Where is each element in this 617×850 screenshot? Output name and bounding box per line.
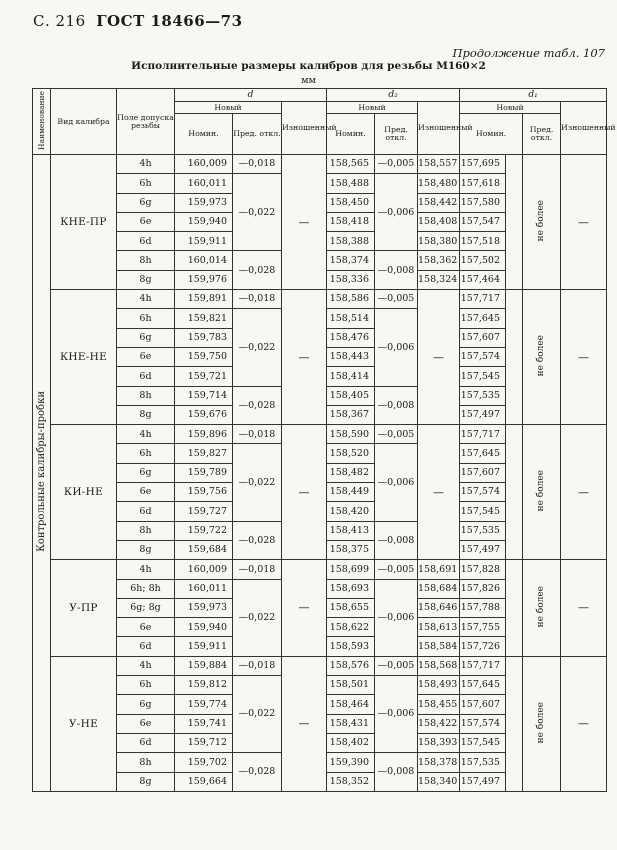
d-nominal: 159,721 [175, 367, 233, 386]
d-nominal: 159,774 [175, 695, 233, 714]
tolerance-field: 6e [117, 347, 175, 366]
table-row [33, 290, 607, 309]
d1-worn: — [561, 290, 607, 425]
d2-limit-deviation: —0,005 [375, 290, 418, 309]
table-row [33, 155, 607, 174]
d2-limit-deviation: —0,008 [375, 251, 418, 290]
d1-nominal: 157,607 [460, 463, 506, 482]
d1-nominal: 157,826 [460, 579, 506, 598]
d2-limit-deviation: —0,006 [375, 676, 418, 753]
tolerance-field: 6h; 8h [117, 579, 175, 598]
tolerance-field: 6h [117, 309, 175, 328]
d2-nominal: 158,565 [327, 155, 375, 174]
d2-nominal: 158,593 [327, 637, 375, 656]
tolerance-field: 6d [117, 502, 175, 521]
d-nominal: 159,821 [175, 309, 233, 328]
standard-number: ГОСТ 18466—73 [96, 12, 243, 30]
d-limit-deviation: —0,022 [233, 676, 282, 753]
d1-nominal: 157,717 [460, 290, 506, 309]
tolerance-field: 6e [117, 714, 175, 733]
d1-nominal: 157,574 [460, 347, 506, 366]
d-limit-deviation: —0,018 [233, 155, 282, 174]
d2-worn: 158,393 [418, 733, 460, 752]
d2-nominal: 158,586 [327, 290, 375, 309]
d2-nominal: 158,418 [327, 212, 375, 231]
d1-nominal: 157,726 [460, 637, 506, 656]
tolerance-field: 4h [117, 425, 175, 444]
d2-nominal: 158,414 [327, 367, 375, 386]
tolerance-field: 6d [117, 733, 175, 752]
tolerance-field: 8g [117, 405, 175, 424]
tolerance-field: 8h [117, 753, 175, 772]
tolerance-field: 8g [117, 772, 175, 791]
d2-worn: 158,378 [418, 753, 460, 772]
d1-nominal: 157,717 [460, 425, 506, 444]
d1-nominal: 157,547 [460, 212, 506, 231]
d-nominal: 160,011 [175, 174, 233, 193]
d-nominal: 159,973 [175, 598, 233, 617]
tolerance-field: 6d [117, 367, 175, 386]
d2-worn: 158,684 [418, 579, 460, 598]
d-nominal: 159,891 [175, 290, 233, 309]
d2-limit-deviation: —0,005 [375, 560, 418, 579]
d-limit-deviation: —0,022 [233, 309, 282, 386]
d2-worn: 158,340 [418, 772, 460, 791]
d-nominal: 159,756 [175, 483, 233, 502]
d1-nominal: 157,788 [460, 598, 506, 617]
tolerance-field: 6e [117, 618, 175, 637]
continuation-note: Продолжение табл. 107 [452, 46, 605, 60]
d2-nominal: 158,655 [327, 598, 375, 617]
d1-nominal: 157,535 [460, 521, 506, 540]
gauge-type: У-НЕ [51, 656, 117, 791]
d1-nominal: 157,535 [460, 753, 506, 772]
d1-nominal: 157,464 [460, 270, 506, 289]
d-nominal: 159,940 [175, 212, 233, 231]
category-label: Контрольные калибры-пробки [33, 155, 51, 792]
tolerance-field: 8h [117, 386, 175, 405]
d2-nominal: 158,576 [327, 656, 375, 675]
d-worn: — [282, 425, 327, 560]
table-row [33, 560, 607, 579]
d2-worn: 158,380 [418, 232, 460, 251]
tolerance-field: 6d [117, 637, 175, 656]
d-nominal: 159,664 [175, 772, 233, 791]
header-d1-nominal: Номин. [460, 114, 523, 155]
d1-blank [506, 290, 523, 425]
tolerance-field: 6g [117, 463, 175, 482]
d-limit-deviation: —0,022 [233, 174, 282, 251]
d1-blank [506, 560, 523, 656]
table-row [33, 425, 607, 444]
d1-nominal: 157,502 [460, 251, 506, 270]
d2-nominal: 158,352 [327, 772, 375, 791]
d2-nominal: 158,449 [327, 483, 375, 502]
d1-nominal: 157,645 [460, 444, 506, 463]
d-limit-deviation: —0,028 [233, 251, 282, 290]
d2-nominal: 158,420 [327, 502, 375, 521]
d-nominal: 159,884 [175, 656, 233, 675]
tolerance-field: 6g [117, 193, 175, 212]
d1-nominal: 157,497 [460, 540, 506, 559]
header-d2-worn: Изношенный [418, 102, 460, 155]
d2-nominal: 158,443 [327, 347, 375, 366]
d2-nominal: 158,488 [327, 174, 375, 193]
d2-nominal: 158,501 [327, 676, 375, 695]
d1-nominal: 157,574 [460, 483, 506, 502]
d-nominal: 159,896 [175, 425, 233, 444]
tolerance-field: 6g [117, 695, 175, 714]
d2-nominal: 158,450 [327, 193, 375, 212]
d2-worn: — [418, 290, 460, 425]
d2-worn: 158,324 [418, 270, 460, 289]
d2-nominal: 158,336 [327, 270, 375, 289]
d2-worn: 158,455 [418, 695, 460, 714]
tolerance-field: 6g [117, 328, 175, 347]
d2-nominal: 158,693 [327, 579, 375, 598]
d2-nominal: 158,402 [327, 733, 375, 752]
gauge-type: КНЕ-НЕ [51, 290, 117, 425]
d1-nominal: 157,755 [460, 618, 506, 637]
d1-limit-deviation: не более [523, 425, 561, 560]
tolerance-field: 6d [117, 232, 175, 251]
header-d-new: Новый [175, 102, 282, 114]
d1-limit-deviation: не более [523, 560, 561, 656]
d1-nominal: 157,717 [460, 656, 506, 675]
tolerance-field: 6h [117, 676, 175, 695]
d1-limit-deviation: не более [523, 155, 561, 290]
d2-worn: 158,480 [418, 174, 460, 193]
header-d2-nominal: Номин. [327, 114, 375, 155]
d1-nominal: 157,580 [460, 193, 506, 212]
d1-nominal: 157,645 [460, 309, 506, 328]
header-d1: d₁ [460, 89, 607, 102]
d-limit-deviation: —0,028 [233, 753, 282, 792]
d-nominal: 159,676 [175, 405, 233, 424]
header-d: d [175, 89, 327, 102]
d2-limit-deviation: —0,008 [375, 753, 418, 792]
d1-blank [506, 656, 523, 791]
d2-nominal: 158,514 [327, 309, 375, 328]
d2-worn: 158,408 [418, 212, 460, 231]
header-d1-limit: Пред. откл. [523, 114, 561, 155]
d2-nominal: 159,390 [327, 753, 375, 772]
d1-worn: — [561, 425, 607, 560]
tolerance-field: 6h [117, 444, 175, 463]
d-nominal: 159,911 [175, 637, 233, 656]
d1-limit-deviation: не более [523, 656, 561, 791]
d2-nominal: 158,482 [327, 463, 375, 482]
d2-worn: 158,646 [418, 598, 460, 617]
d-nominal: 159,911 [175, 232, 233, 251]
header-d-worn: Изношенный [282, 102, 327, 155]
d1-nominal: 157,497 [460, 405, 506, 424]
d1-nominal: 157,545 [460, 733, 506, 752]
gauge-type: У-ПР [51, 560, 117, 656]
d1-nominal: 157,497 [460, 772, 506, 791]
table-title: Исполнительные размеры калибров для резьбы М160×2 [131, 60, 486, 72]
d1-blank [506, 425, 523, 560]
d2-nominal: 158,431 [327, 714, 375, 733]
d2-nominal: 158,520 [327, 444, 375, 463]
d-limit-deviation: —0,028 [233, 386, 282, 425]
page-header [33, 12, 243, 30]
d-limit-deviation: —0,018 [233, 290, 282, 309]
d2-worn: 158,362 [418, 251, 460, 270]
tolerance-field: 6e [117, 212, 175, 231]
d-nominal: 159,750 [175, 347, 233, 366]
tolerance-field: 8h [117, 251, 175, 270]
d2-limit-deviation: —0,005 [375, 656, 418, 675]
d2-worn: 158,613 [418, 618, 460, 637]
d2-worn: 158,557 [418, 155, 460, 174]
d1-nominal: 157,574 [460, 714, 506, 733]
d2-nominal: 158,405 [327, 386, 375, 405]
tolerance-field: 8g [117, 540, 175, 559]
d-nominal: 160,014 [175, 251, 233, 270]
gauge-type: КИ-НЕ [51, 425, 117, 560]
d2-worn: 158,584 [418, 637, 460, 656]
d1-limit-deviation: не более [523, 290, 561, 425]
d-nominal: 159,827 [175, 444, 233, 463]
d2-limit-deviation: —0,008 [375, 521, 418, 560]
header-name: Наименование [33, 89, 51, 155]
gauge-type: КНЕ-ПР [51, 155, 117, 290]
d1-nominal: 157,645 [460, 676, 506, 695]
d-limit-deviation: —0,018 [233, 425, 282, 444]
header-d1-worn: Изношенный [561, 102, 607, 155]
d2-nominal: 158,699 [327, 560, 375, 579]
d-nominal: 159,702 [175, 753, 233, 772]
d-worn: — [282, 560, 327, 656]
d1-nominal: 157,545 [460, 502, 506, 521]
tolerance-field: 4h [117, 155, 175, 174]
d-nominal: 159,783 [175, 328, 233, 347]
tolerance-field: 4h [117, 290, 175, 309]
d2-limit-deviation: —0,006 [375, 309, 418, 386]
d1-nominal: 157,828 [460, 560, 506, 579]
d2-limit-deviation: —0,006 [375, 444, 418, 521]
d-limit-deviation: —0,022 [233, 444, 282, 521]
d2-limit-deviation: —0,008 [375, 386, 418, 425]
table-body [33, 155, 607, 792]
header-d2-limit: Пред. откл. [375, 114, 418, 155]
header-d2: d₂ [327, 89, 460, 102]
tolerance-field: 4h [117, 656, 175, 675]
d2-worn: 158,691 [418, 560, 460, 579]
d1-worn: — [561, 656, 607, 791]
gauge-dimensions-table [32, 88, 616, 792]
d2-limit-deviation: —0,006 [375, 579, 418, 656]
d1-nominal: 157,607 [460, 328, 506, 347]
d2-worn: 158,422 [418, 714, 460, 733]
d-nominal: 159,973 [175, 193, 233, 212]
tolerance-field: 6h [117, 174, 175, 193]
d-nominal: 159,741 [175, 714, 233, 733]
d-worn: — [282, 656, 327, 791]
d1-nominal: 157,535 [460, 386, 506, 405]
d-limit-deviation: —0,022 [233, 579, 282, 656]
d-nominal: 159,812 [175, 676, 233, 695]
header-d1-new: Новый [460, 102, 561, 114]
d-limit-deviation: —0,028 [233, 521, 282, 560]
d2-nominal: 158,413 [327, 521, 375, 540]
d-nominal: 160,009 [175, 155, 233, 174]
d1-worn: — [561, 155, 607, 290]
d-nominal: 159,712 [175, 733, 233, 752]
tolerance-field: 8h [117, 521, 175, 540]
d2-nominal: 158,388 [327, 232, 375, 251]
d1-nominal: 157,695 [460, 155, 506, 174]
d-limit-deviation: —0,018 [233, 560, 282, 579]
d1-nominal: 157,607 [460, 695, 506, 714]
d2-worn: 158,493 [418, 676, 460, 695]
d-nominal: 159,684 [175, 540, 233, 559]
d-nominal: 159,714 [175, 386, 233, 405]
d1-worn: — [561, 560, 607, 656]
d-worn: — [282, 155, 327, 290]
d-nominal: 160,011 [175, 579, 233, 598]
d2-nominal: 158,590 [327, 425, 375, 444]
d1-nominal: 157,618 [460, 174, 506, 193]
d2-limit-deviation: —0,006 [375, 174, 418, 251]
d-nominal: 159,789 [175, 463, 233, 482]
d2-worn: 158,568 [418, 656, 460, 675]
d1-nominal: 157,545 [460, 367, 506, 386]
d-nominal: 159,976 [175, 270, 233, 289]
d1-nominal: 157,518 [460, 232, 506, 251]
d2-worn: 158,442 [418, 193, 460, 212]
tolerance-field: 4h [117, 560, 175, 579]
d2-limit-deviation: —0,005 [375, 425, 418, 444]
d-nominal: 159,722 [175, 521, 233, 540]
table-row [33, 656, 607, 675]
d2-limit-deviation: —0,005 [375, 155, 418, 174]
tolerance-field: 6g; 8g [117, 598, 175, 617]
header-d2-new: Новый [327, 102, 418, 114]
d2-nominal: 158,375 [327, 540, 375, 559]
d-limit-deviation: —0,018 [233, 656, 282, 675]
header-d-limit: Пред. откл. [233, 114, 282, 155]
tolerance-field: 8g [117, 270, 175, 289]
d-nominal: 159,727 [175, 502, 233, 521]
page-number: С. 216 [33, 12, 86, 30]
d2-nominal: 158,374 [327, 251, 375, 270]
d2-nominal: 158,367 [327, 405, 375, 424]
d2-nominal: 158,476 [327, 328, 375, 347]
header-d-nominal: Номин. [175, 114, 233, 155]
d2-worn: — [418, 425, 460, 560]
header-gauge-type: Вид калибра [51, 89, 117, 155]
d-worn: — [282, 290, 327, 425]
d-nominal: 160,009 [175, 560, 233, 579]
d-nominal: 159,940 [175, 618, 233, 637]
d2-nominal: 158,622 [327, 618, 375, 637]
d1-blank [506, 155, 523, 290]
table-unit: мм [301, 75, 316, 86]
tolerance-field: 6e [117, 483, 175, 502]
d2-nominal: 158,464 [327, 695, 375, 714]
header-tolerance-field: Поле допуска резьбы [117, 89, 175, 155]
